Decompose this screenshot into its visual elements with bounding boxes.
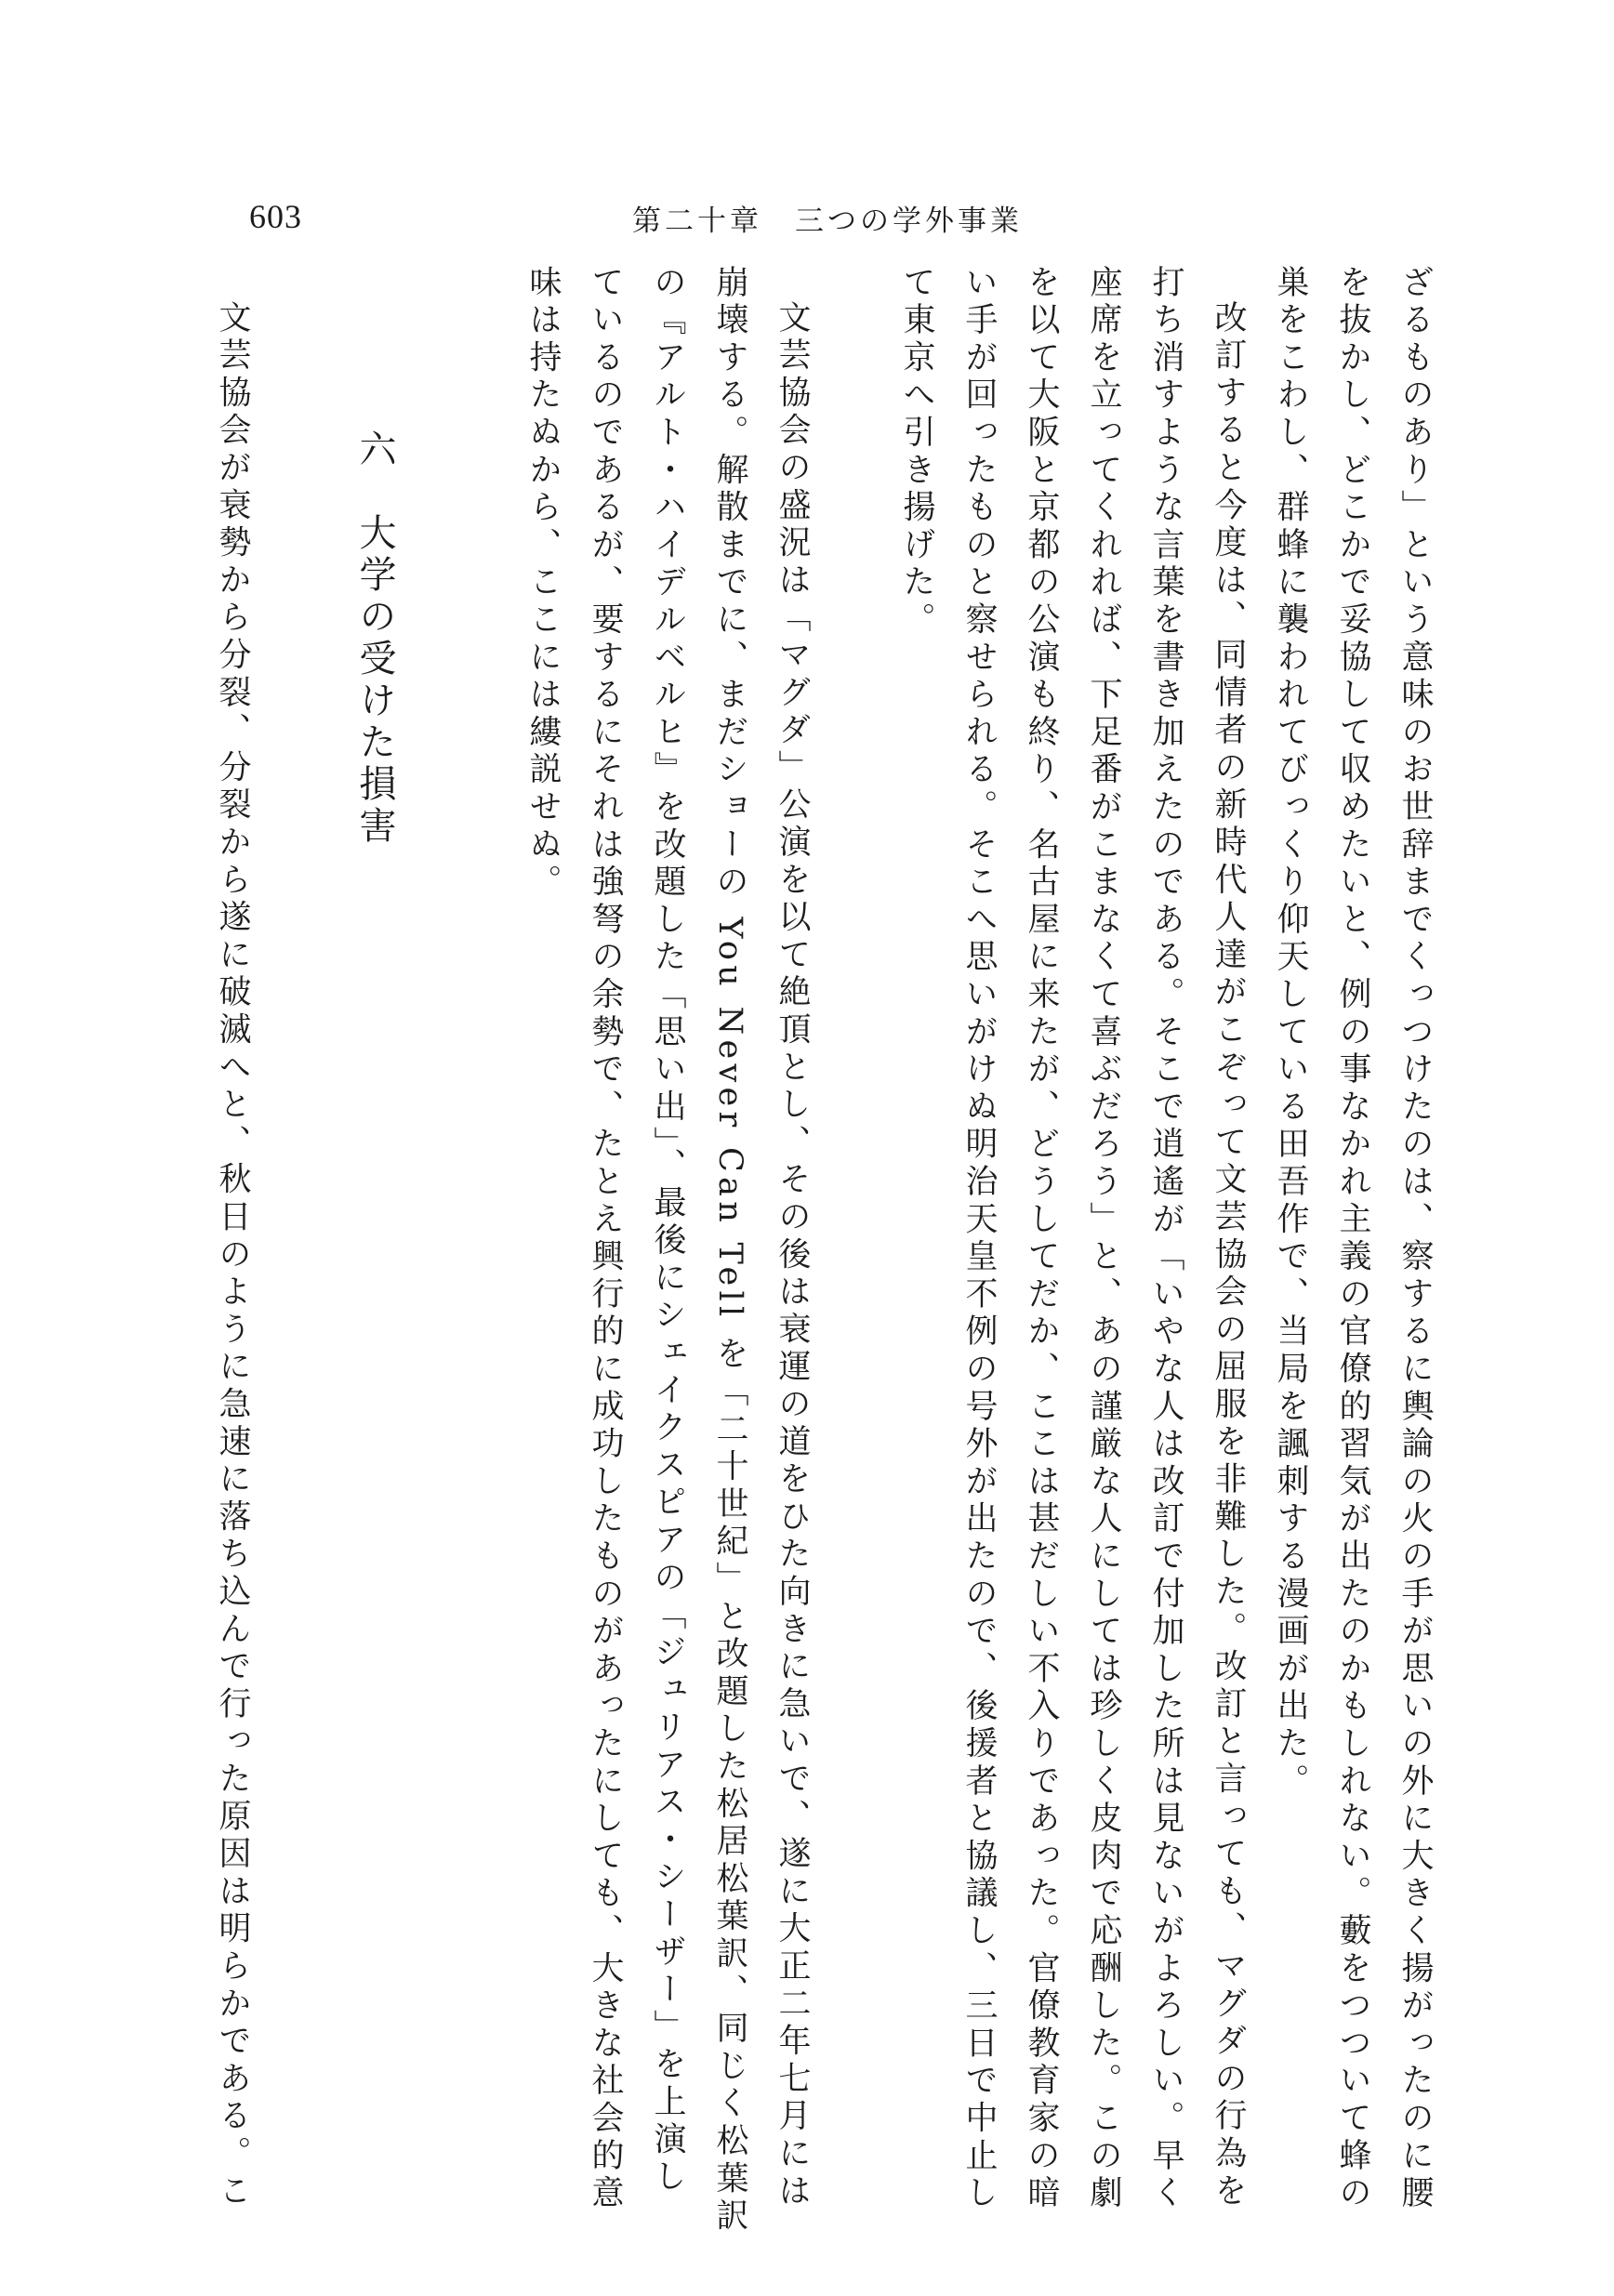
text-column-4: 改訂すると今度は、同情者の新時代人達がこぞって文芸協会の屈服を非難した。改訂と言っても、マグダの行為を	[1210, 300, 1247, 2211]
text-column-5: 打ち消すような言葉を書き加えたのである。そこで逍遙が「いやな人は改訂で付加した所は見ないがよろしい。早く	[1147, 265, 1184, 2213]
page-number: 603	[249, 198, 302, 235]
text-column-11: 崩壊する。解散までに、まだショーの You Never Can Tell を「二十世紀」と改題した松居松葉訳、同じく松葉訳	[711, 265, 748, 2237]
text-column-after-heading: 文芸協会が衰勢から分裂、分裂から遂に破滅へと、秋日のように急速に落ち込んで行った原因は明らかである。こ	[214, 300, 251, 2211]
text-column-7: を以て大阪と京都の公演も終り、名古屋に来たが、どうしてだか、ここは甚だしい不入りであった。官僚教育家の暗	[1023, 265, 1060, 2213]
text-column-1: ざるものあり」という意味のお世辞までくっつけたのは、察するに輿論の火の手が思いの外に大きく揚がったのに腰	[1396, 265, 1434, 2213]
text-column-8: い手が回ったものと察せられる。そこへ思いがけぬ明治天皇不例の号外が出たので、後援者と協議し、三日で中止し	[960, 265, 998, 2213]
text-column-10: 文芸協会の盛況は「マグダ」公演を以て絶頂とし、その後は衰運の道をひた向きに急いで、遂に大正二年七月には	[774, 300, 811, 2211]
section-heading: 六 大学の受けた損害	[353, 429, 396, 848]
text-column-3: 巣をこわし、群蜂に襲われてびっくり仰天している田吾作で、当局を諷刺する漫画が出た。	[1272, 265, 1309, 1801]
text-column-13: ているのであるが、要するにそれは強弩の余勢で、たとえ興行的に成功したものがあったにしても、大きな社会的意	[587, 265, 624, 2213]
text-column-9: て東京へ引き揚げた。	[898, 265, 935, 640]
running-head: 第二十章 三つの学外事業	[632, 205, 1023, 238]
text-column-14: 味は持たぬから、ここには縷説せぬ。	[524, 265, 562, 903]
text-column-12: の『アルト・ハイデルベルヒ』を改題した「思い出」、最後にシェイクスピアの「ジュリアス・シーザー」を上演し	[649, 265, 686, 2197]
text-column-2: を抜かし、どこかで妥協して収めたいと、例の事なかれ主義の官僚的習気が出たのかもしれない。藪をつついて蜂の	[1334, 265, 1371, 2213]
text-column-6: 座席を立ってくれれば、下足番がこまなくて喜ぶだろう」と、あの謹厳な人にしては珍しく皮肉で応酬した。この劇	[1085, 265, 1122, 2213]
